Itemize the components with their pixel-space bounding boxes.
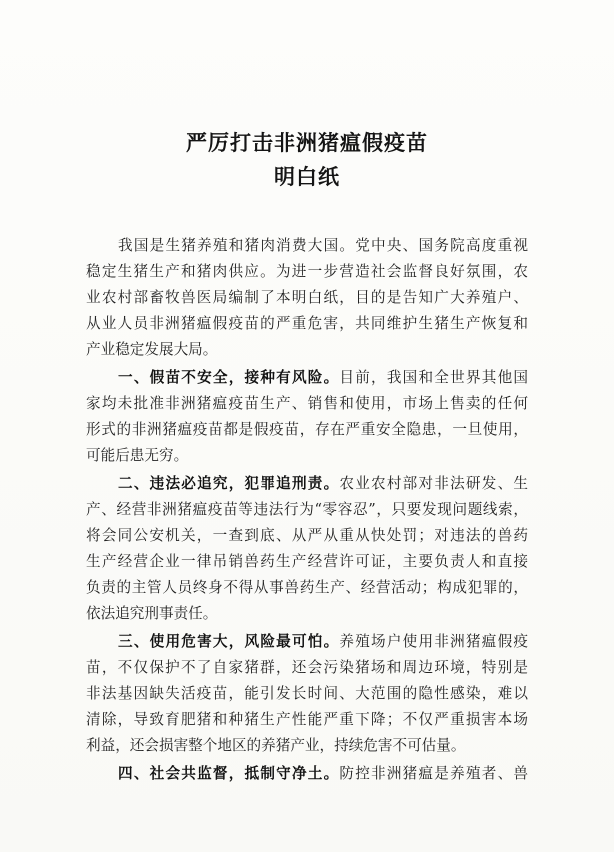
intro-line: 产业稳定发展大局。 [86,341,218,358]
section-4-first-rest: 防控非洲猪瘟是养殖者、兽 [339,765,528,782]
section-2-heading: 二、违法必追究，犯罪追刑责。 [118,475,340,492]
section-1-first-rest: 目前，我国和全世界其他国 [339,369,528,386]
section-2-first-rest: 农业农村部对非法研发、生 [339,475,528,492]
intro-line: 从业人员非洲猪瘟假疫苗的严重危害，共同维护生猪生产恢复和 [86,315,528,332]
section-2-line: 负责的主管人员终身不得从事兽药生产、经营活动；构成犯罪的， [86,579,528,596]
section-3-line: 利益，还会损害整个地区的养猪产业，持续危害不可估量。 [86,737,466,754]
section-3-line: 清除，导致育肥猪和种猪生产性能严重下降；不仅严重损害本场 [86,711,528,728]
section-3-first-line [118,632,528,652]
intro-line: 业农村部畜牧兽医局编制了本明白纸，目的是告知广大养殖户、 [86,289,528,306]
section-3-first-rest: 养殖场户使用非洲猪瘟假疫 [339,633,528,650]
section-3-line: 非法基因缺失活疫苗，能引发长时间、大范围的隐性感染，难以 [86,685,528,702]
intro-line: 稳定生猪生产和猪肉供应。为进一步营造社会监督良好氛围，农 [86,263,528,280]
section-1-first-line [118,368,528,388]
section-1-line: 可能后患无穷。 [86,447,189,464]
section-4-first-line [118,764,528,784]
section-1-line: 形式的非洲猪瘟疫苗都是假疫苗，存在严重安全隐患，一旦使用， [86,421,528,438]
section-4-heading: 四、社会共监督，抵制守净土。 [118,765,340,782]
section-3-heading: 三、使用危害大，风险最可怕。 [118,633,340,650]
section-2-first-line [118,474,528,494]
document-title: 严厉打击非洲猪瘟假疫苗 [186,131,428,155]
document-subtitle: 明白纸 [274,165,340,189]
section-3-line: 苗，不仅保护不了自家猪群，还会污染猪场和周边环境，特别是 [86,659,528,676]
section-2-line: 生产经营企业一律吊销兽药生产经营许可证，主要负责人和直接 [86,553,528,570]
section-2-line: 产、经营非洲猪瘟疫苗等违法行为“零容忍”，只要发现问题线索， [86,501,528,518]
section-2-line: 依法追究刑事责任。 [86,605,218,622]
section-2-line: 将会同公安机关，一查到底、从严从重从快处罚；对违法的兽药 [86,527,528,544]
section-1-line: 家均未批准非洲猪瘟疫苗生产、销售和使用，市场上售卖的任何 [86,395,528,412]
section-1-heading: 一、假苗不安全，接种有风险。 [118,369,340,386]
intro-line: 我国是生猪养殖和猪肉消费大国。党中央、国务院高度重视 [118,237,528,254]
